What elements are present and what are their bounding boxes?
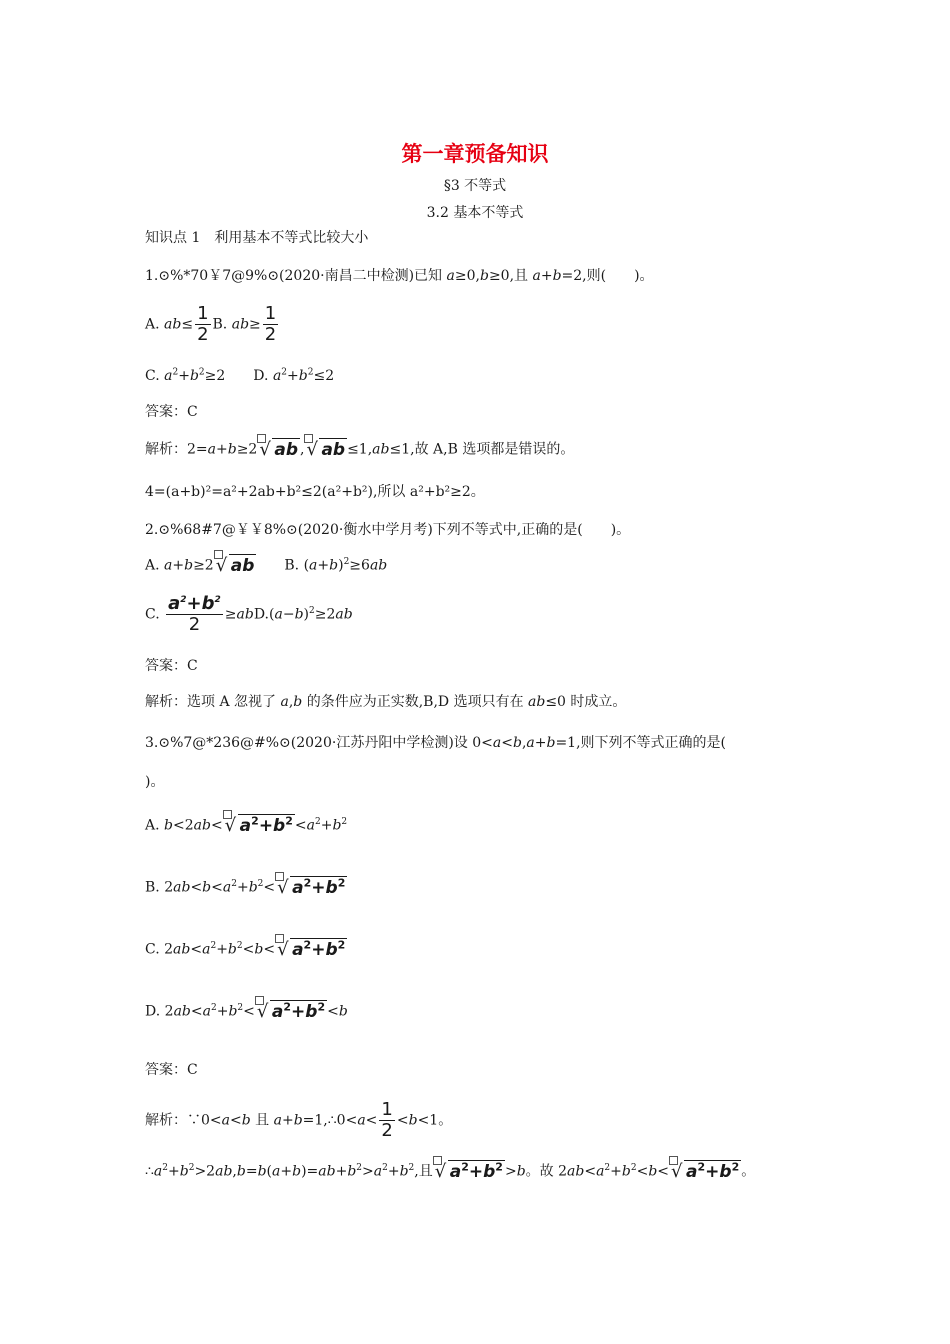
q2-answer: 答案：C [145, 658, 198, 674]
q1-explanation-1: 解析：2=a+b≥2 √ ab , √ ab ≤1,ab≤1,故 A,B 选项都是错误的。 [145, 438, 574, 461]
q2-stem: 2.⊙%68#7@￥￥8%⊙(2020·衡水中学月考)下列不等式中,正确的是( )。 [145, 522, 631, 538]
q3-answer: 答案：C [145, 1062, 198, 1078]
q3-explanation-2: $\therefore a^2+b^2>2ab,b=b(a+b)=ab+b^2>a^2+b^2$,且 √ $a^2+b^2 >b$。故 $2ab<a^2+b^2<b<$ √ $a^2+b^2$ 。 [145, 1160, 755, 1183]
q1-answer: 答案：C [145, 404, 198, 420]
q3-option-b: B. $2ab<b<a^2+b^2<$ √ $a^2+b^2$ [145, 876, 347, 899]
q1-options-cd: C. $a^2+b^2\ge 2$ D. $a^2+b^2\le 2$ [145, 367, 335, 384]
q3-option-c: C. $2ab<a^2+b^2<b<$ √ $a^2+b^2$ [145, 938, 347, 961]
subsection-heading: 3.2 基本不等式 [426, 205, 524, 221]
q3-stem: 3.⊙%7@*236@#%⊙(2020·江苏丹阳中学检测)设 0<a<b,a+b=1,则下列不等式正确的是( [145, 735, 727, 751]
knowledge-point-heading: 知识点 1 利用基本不等式比较大小 [145, 230, 369, 246]
q1-options-ab: A. ab≤ $\frac{1}{2}$ B. ab≥ $\frac{1}{2}$ [145, 303, 277, 345]
q3-explanation-1: 解析：∵0<a<b 且 a+b=1,∴0<a< $\frac{1}{2}$ <b<1。 [145, 1099, 453, 1141]
chapter-title: 第一章预备知识 [401, 142, 549, 166]
q3-option-a: A. b<2ab< √ $a^2+b^2 <a^2+b^2$ [145, 814, 347, 837]
q1-explanation-2: 4=(a+b)²=a²+2ab+b²≤2(a²+b²),所以 a²+b²≥2。 [145, 484, 485, 500]
q2-options-cd: C. $\frac{a^2+b^2}{2}$ $\ge abD.(a-b)^2\ge 2ab$ [145, 593, 353, 635]
q2-explanation: 解析：选项 A 忽视了 a,b 的条件应为正实数,B,D 选项只有在 ab≤0 时成立。 [145, 694, 627, 710]
q3-option-d: D. $2ab<a^2+b^2<$ √ $a^2+b^2 <b$ [145, 1000, 348, 1023]
section-heading: §3 不等式 [443, 178, 507, 194]
q3-stem-continued: )。 [145, 774, 165, 790]
q2-options-ab: A. a+b≥2 √ ab B. $(a+b)^2\ge 6ab$ [145, 554, 387, 577]
q1-stem: 1.⊙%*70￥7@9%⊙(2020·南昌二中检测)已知 a≥0,b≥0,且 a+b=2,则( )。 [145, 268, 654, 284]
